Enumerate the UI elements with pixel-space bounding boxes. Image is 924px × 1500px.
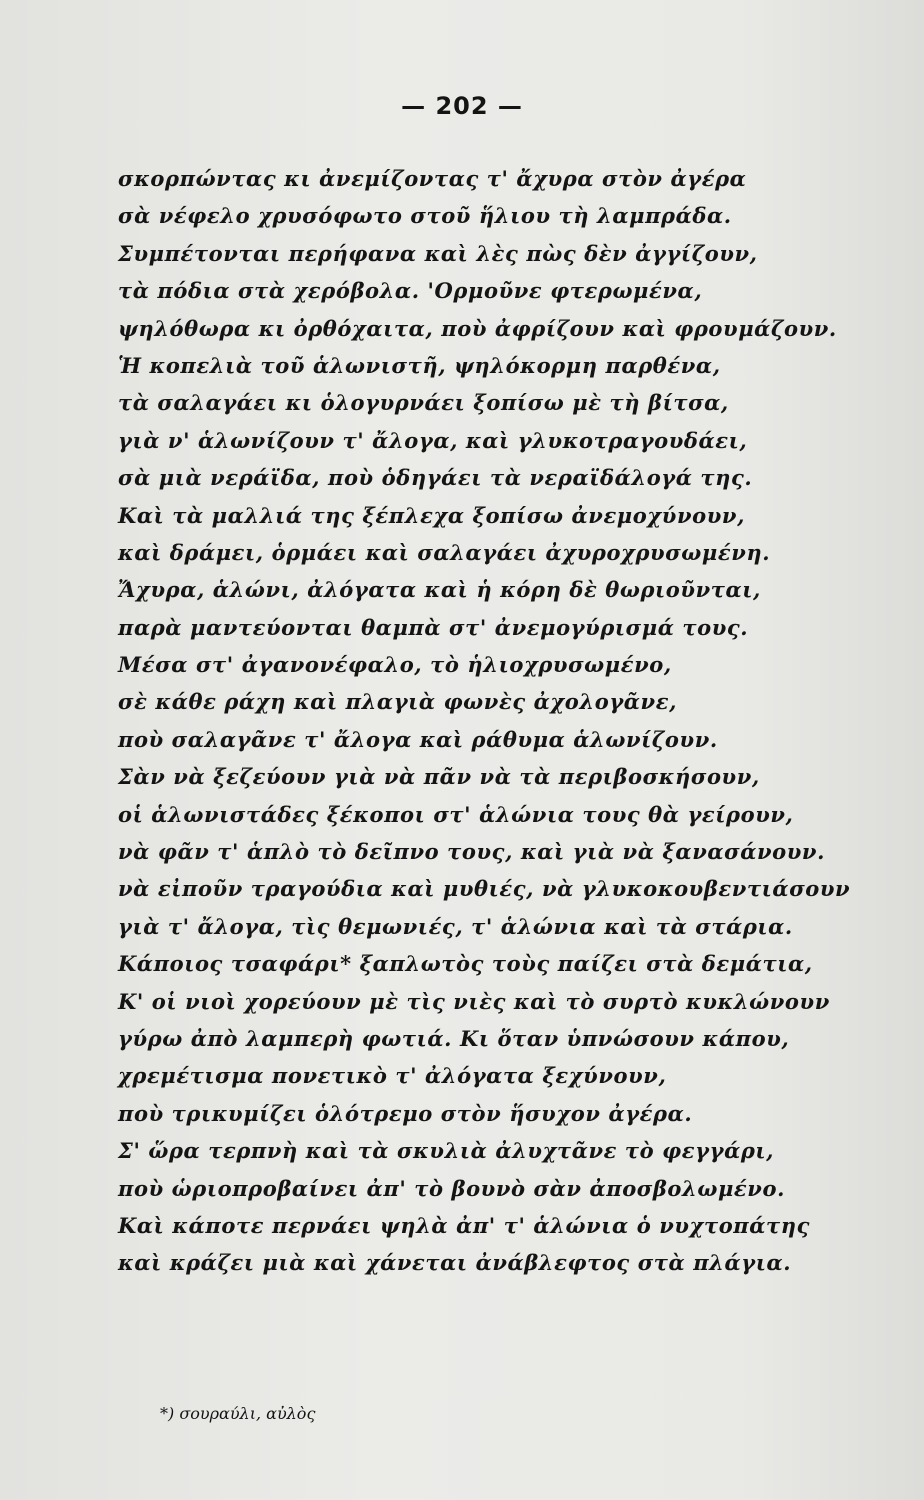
poem-text [118, 160, 908, 1282]
text-line: οἱ ἁλωνιστάδες ξέκοποι στ' ἁλώνια τους θὰ γείρουν, [118, 801, 794, 827]
text-line: Συμπέτονται περήφανα καὶ λὲς πὼς δὲν ἀγγίζουν, [118, 240, 758, 266]
text-line: Καὶ κάποτε περνάει ψηλὰ ἀπ' τ' ἁλώνια ὁ νυχτοπάτης [118, 1212, 811, 1238]
text-line: Ἄχυρα, ἁλώνι, ἀλόγατα καὶ ἡ κόρη δὲ θωριοῦνται, [118, 577, 761, 603]
text-line: σκορπώντας κι ἀνεμίζοντας τ' ἄχυρα στὸν ἀγέρα [118, 166, 747, 191]
text-line: γύρω ἀπὸ λαμπερὴ φωτιά. Κι ὅταν ὑπνώσουν κάπου, [118, 1025, 790, 1051]
text-line: χρεμέτισμα πονετικὸ τ' ἀλόγατα ξεχύνουν, [118, 1063, 667, 1089]
text-line: τὰ πόδια στὰ χερόβολα. 'Ορμοῦνε φτερωμένα, [118, 278, 703, 304]
text-line: γιὰ τ' ἄλογα, τὶς θεμωνιές, τ' ἁλώνια καὶ τὰ στάρια. [118, 913, 793, 939]
text-line: ποὺ σαλαγᾶνε τ' ἄλογα καὶ ράθυμα ἁλωνίζουν. [118, 726, 718, 752]
text-line: καὶ δράμει, ὁρμάει καὶ σαλαγάει ἀχυροχρυσωμένη. [118, 539, 771, 565]
text-line: Κ' οἱ νιοὶ χορεύουν μὲ τὶς νιὲς καὶ τὸ συρτὸ κυκλώνουν [118, 988, 830, 1014]
text-line: Σὰν νὰ ξεζεύουν γιὰ νὰ πᾶν νὰ τὰ περιβοσκήσουν, [118, 764, 760, 790]
text-line: Μέσα στ' ἀγανονέφαλο, τὸ ἡλιοχρυσωμένο, [118, 652, 672, 678]
text-line: ψηλόθωρα κι ὀρθόχαιτα, ποὺ ἀφρίζουν καὶ φρουμάζουν. [118, 315, 837, 341]
text-line: καὶ κράζει μιὰ καὶ χάνεται ἀνάβλεφτος στὰ πλάγια. [118, 1250, 792, 1276]
text-line: Κάποιος τσαφάρι* ξαπλωτὸς τοὺς παίζει στὰ δεμάτια, [118, 951, 813, 977]
text-line: Καὶ τὰ μαλλιά της ξέπλεχα ξοπίσω ἀνεμοχύνουν, [118, 502, 745, 528]
text-line: σὲ κάθε ράχη καὶ πλαγιὰ φωνὲς ἀχολογᾶνε, [118, 689, 677, 715]
text-line: νὰ εἰποῦν τραγούδια καὶ μυθιές, νὰ γλυκοκουβεντιάσουν [118, 876, 851, 902]
footnote: *) σουραύλι, αὐλὸς [160, 1404, 316, 1423]
text-line: σὰ νέφελο χρυσόφωτο στοῦ ἥλιου τὴ λαμπράδα. [118, 203, 732, 229]
text-line: σὰ μιὰ νεράϊδα, ποὺ ὁδηγάει τὰ νεραϊδάλογά της. [118, 465, 753, 491]
text-line: ποὺ ὡριοπροβαίνει ἀπ' τὸ βουνὸ σὰν ἀποσβολωμένο. [118, 1175, 785, 1201]
text-line: γιὰ ν' ἁλωνίζουν τ' ἄλογα, καὶ γλυκοτραγουδάει, [118, 427, 748, 453]
text-line: Σ' ὥρα τερπνὴ καὶ τὰ σκυλιὰ ἀλυχτᾶνε τὸ φεγγάρι, [118, 1138, 775, 1164]
page-number: — 202 — [401, 92, 523, 120]
text-line: ποὺ τρικυμίζει ὁλότρεμο στὸν ἥσυχον ἀγέρα. [118, 1100, 693, 1126]
text-line: τὰ σαλαγάει κι ὁλογυρνάει ξοπίσω μὲ τὴ βίτσα, [118, 390, 729, 416]
text-line: παρὰ μαντεύονται θαμπὰ στ' ἀνεμογύρισμά τους. [118, 614, 749, 640]
text-line: Ἡ κοπελιὰ τοῦ ἁλωνιστῆ, ψηλόκορμη παρθένα, [118, 352, 721, 378]
text-line: νὰ φᾶν τ' ἁπλὸ τὸ δεῖπνο τους, καὶ γιὰ νὰ ξανασάνουν. [118, 839, 825, 865]
